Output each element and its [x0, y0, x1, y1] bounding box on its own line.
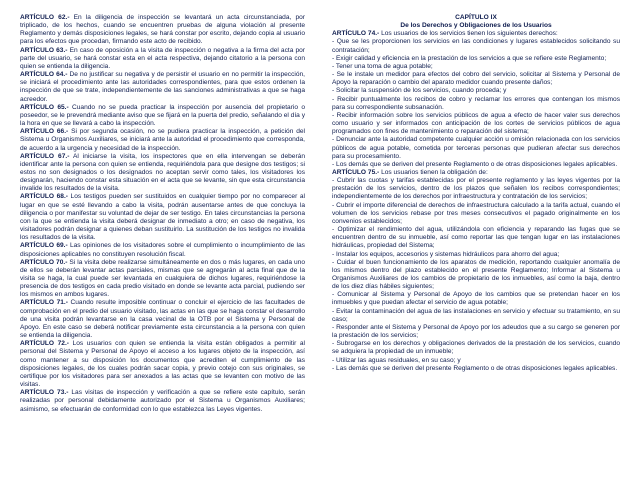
article-label: ARTÍCULO 74.- [332, 30, 380, 38]
article-74 [332, 30, 620, 38]
article-label: ARTÍCULO 71.- [20, 299, 68, 307]
list-item: - Solicitar la suspensión de los servicios, cuando proceda; y [332, 87, 507, 95]
article-75-items [332, 177, 620, 373]
article-paragraph [20, 153, 305, 194]
list-item: - Recibir puntualmente los recibos de cobro y reclamar los errores que contengan los mismos para su correspondiente subsanación. [332, 95, 620, 111]
article-paragraph [20, 242, 305, 258]
list-item: - Que se les proporcionen los servicios en las condiciones y lugares establecidos solicitando su contratación; [332, 38, 620, 54]
list-item: - Se le instale un medidor para efectos del cobro del servicio, solicitar al Sistema y Personal de Apoyo la reparación o cambio del aparato medidor cuando presente daños; [332, 71, 620, 87]
article-text: Cuando resulte imposible continuar o concluir el ejercicio de las facultades de comprobación en el predio del usuario visitado, las actas en las que se haga constar el desarrollo de una visita podrán levantarse en la casa vecinal de la OTB por el Sistema y Personal de Apoyo. En este caso se deberá notificar previamente esta circunstancia a la persona con quien se entienda la diligencia. [20, 299, 305, 340]
article-text: Las visitas de inspección y verificación a que se refiere este capítulo, serán realizadas por personal debidamente autorizado por el Sistema u Organismos Auxiliares; asimismo, se efectuarán de conformidad con lo que establezca las Leyes vigentes. [20, 389, 305, 413]
article-paragraph [20, 71, 305, 104]
list-item: - Recibir información sobre los servicios públicos de agua a efecto de hacer valer sus derechos como usuario y ser informados con anticipación de los cortes de servicios públicos de agua programados con fines de mantenimiento o reparación del sistema; [332, 111, 620, 136]
article-text: Si por segunda ocasión, no se pudiera practicar la inspección, a petición del Sistema u Organismos Auxiliares, se iniciará ante la autoridad el procedimiento que corresponda, de acuerdo a la urgencia y necesidad de la inspección. [20, 128, 305, 152]
article-paragraph [20, 104, 305, 128]
article-label: ARTÍCULO 65.- [20, 103, 69, 111]
article-label: ARTÍCULO 69.- [20, 242, 68, 250]
article-label: ARTÍCULO 72.- [20, 340, 69, 348]
list-item: - Instalar los equipos, accesorios y sistemas hidráulicos para ahorro del agua; [332, 250, 560, 258]
article-text: Al iniciarse la visita, los inspectores que en ella intervengan se deberán identificar ante la persona con quien se entienda, requiriéndola para que designe dos testigos; si estos no son designados o los designados no aceptan servir como tales, los visitadores los designarán, haciendo constar esta situación en el acta que se levante, sin que esta circunstancia invalide los resultados de la visita. [20, 152, 305, 193]
article-text: Las opiniones de los visitadores sobre el cumplimiento o incumplimiento de las disposiciones aplicables no constituyen resolución fiscal. [20, 242, 305, 258]
list-item: - Cuidar el buen funcionamiento de los aparatos de medición, reportando cualquier anomalía de los mismos dentro del plazo establecido en el presente Reglamento; Informar al Sistema u Organismos Auxiliares de los cambios de propietario de los inmuebles, así como la baja, dentro de los diez días hábiles siguientes; [332, 258, 620, 291]
list-item: - Optimizar el rendimiento del agua, utilizándola con eficiencia y reparando las fugas que se encuentren dentro de su inmueble, así como reportar las que tengan lugar en las instalaciones hidráulicas, propiedad del Sistema; [332, 226, 620, 250]
article-paragraph [20, 259, 305, 300]
article-label: ARTÍCULO 67.- [20, 152, 70, 160]
list-item: - Cubrir el importe diferencial de derechos de infraestructura calculado a la tarifa actual, cuando el volumen de los servicios rebase por tres meses consecutivos el pagado originalmente en los convenios establecidos; [332, 201, 620, 225]
list-item: - Cubrir las cuotas y tarifas establecidas por el presente reglamento y las leyes vigentes por la prestación de los servicios, dentro de los plazos que señalen los recibos correspondientes; independientemente de los derechos por infraestructura y contratación de los servicios; [332, 177, 620, 201]
article-75 [332, 169, 620, 177]
list-item: - Responder ante el Sistema y Personal de Apoyo por los adeudos que a su cargo se generen por la prestación de los servicios; [332, 323, 620, 340]
article-label: ARTÍCULO 75.- [332, 168, 380, 176]
right-column [332, 14, 620, 373]
article-text: Cuando no se pueda practicar la inspección por ausencia del propietario o poseedor, se le prevendrá mediante aviso que se fijará en la puerta del predio, señalando el día y la hora en que se llevará a cabo la inspección. [20, 103, 305, 128]
list-item: - Subrogarse en los derechos y obligaciones derivados de la prestación de los servicios, cuando se adquiera la propiedad de un inmueble; [332, 340, 620, 356]
chapter-title: De los Derechos y Obligaciones de los Usuarios [400, 22, 552, 30]
list-item: - Los demás que se deriven del presente Reglamento o de otras disposiciones legales aplicables. [332, 160, 618, 168]
list-item: - Las demás que se deriven del presente Reglamento o de otras disposiciones legales aplicables. [332, 364, 618, 372]
article-text: En caso de oposición a la visita de inspección o negativa a la firma del acta por parte del usuario, se hará constar esta en el acta respectiva, dejando citatorio a la persona con quien se entienda la diligencia. [20, 46, 305, 70]
article-text: De no justificar su negativa y de persistir el usuario en no permitir la inspección, se iniciará el procedimiento ante las autoridades correspondientes, para que estos ordenen la inspección de que se trate, independientemente de las sanciones administrativas a que se haga acreedor. [20, 71, 306, 103]
list-item: - Denunciar ante la autoridad competente cualquier acción u omisión relacionada con los servicios públicos de agua potable, cometida por terceras personas que pudieran afectar sus derechos para su procesamiento. [332, 136, 620, 160]
article-text: Los testigos pueden ser sustituidos en cualquier tiempo por no comparecer al lugar en que se esté llevando a cabo la visita, podrán ausentarse antes de que concluya la diligencia o por manifestar su voluntad de dejar de ser testigo. En tales circunstancias la persona con la que se entienda la visita deberá designar de inmediato a otro; en caso de negativa, los visitadores podrán designar a quienes deban sustituirlo. La sustitución de los testigos no invalida los resultados de la visita. [20, 193, 305, 242]
chapter-number: CAPÍTULO IX [455, 14, 497, 21]
article-text: Si la visita debe realizarse simultáneamente en dos o más lugares, en cada uno de ellos se deberán levantar actas parciales, mismas que se agregarán al acta final que de la visita se haga, la cual puede ser levantada en cualquiera de dichos lugares, requiriéndose la presencia de dos testigos en cada predio visitado en donde se levante acta parcial, pudiendo ser los mismos en ambos lugares. [20, 258, 305, 299]
article-label: ARTÍCULO 70.- [20, 258, 68, 266]
article-paragraph [20, 128, 305, 152]
article-label: ARTÍCULO 64.- [20, 71, 68, 79]
article-paragraph [20, 14, 305, 47]
article-paragraph [20, 299, 305, 340]
article-paragraph [20, 340, 305, 389]
list-item: - Evitar la contaminación del agua de las instalaciones en servicio y efectuar su tratamiento, en su caso; [332, 307, 620, 323]
article-label: ARTÍCULO 68.- [20, 193, 68, 201]
article-paragraph [20, 193, 305, 242]
list-item: - Tener una toma de agua potable; [332, 62, 433, 70]
list-item: - Comunicar al Sistema y Personal de Apoyo de los cambios que se pretendan hacer en los inmuebles y que puedan afectar el servicio de agua potable; [332, 291, 620, 307]
article-label: ARTÍCULO 62.- [20, 14, 70, 21]
article-text: Los usuarios tienen la obligación de: [379, 168, 488, 176]
article-label: ARTÍCULO 73.- [20, 389, 69, 397]
list-item: - Exigir calidad y eficiencia en la prestación de los servicios a que se refiere este Reglamento; [332, 54, 607, 62]
left-column [20, 14, 305, 414]
article-74-items [332, 38, 620, 169]
article-label: ARTÍCULO 63.- [20, 46, 68, 54]
article-paragraph [20, 47, 305, 71]
article-text: Los usuarios con quien se entienda la visita están obligados a permitir al personal del Sistema y Personal de Apoyo el acceso a los lugares objeto de la inspección, así como mantener a su disposición los documentos que acrediten el cumplimiento de las disposiciones legales, de los cuales podrán sacar copia, y previo cotejo con sus originales, se certifique por los visitadores para ser anexados a las actas que se levanten con motivo de las visitas. [20, 340, 305, 389]
list-item: - Utilizar las aguas residuales, en su caso; y [332, 356, 461, 364]
article-paragraph [20, 389, 305, 413]
article-label: ARTÍCULO 66.- [20, 128, 69, 136]
article-text: Los usuarios de los servicios tienen los siguientes derechos: [379, 30, 558, 38]
article-text: En la diligencia de inspección se levantará un acta circunstanciada, por triplicado, de los hechos, cuando se encuentren pruebas de alguna violación al presente Reglamento y demás disposiciones legales, se hará constar por escrito, dejando copia al usuario para los efectos que procedan, firmando este acto de recibido. [20, 14, 305, 46]
